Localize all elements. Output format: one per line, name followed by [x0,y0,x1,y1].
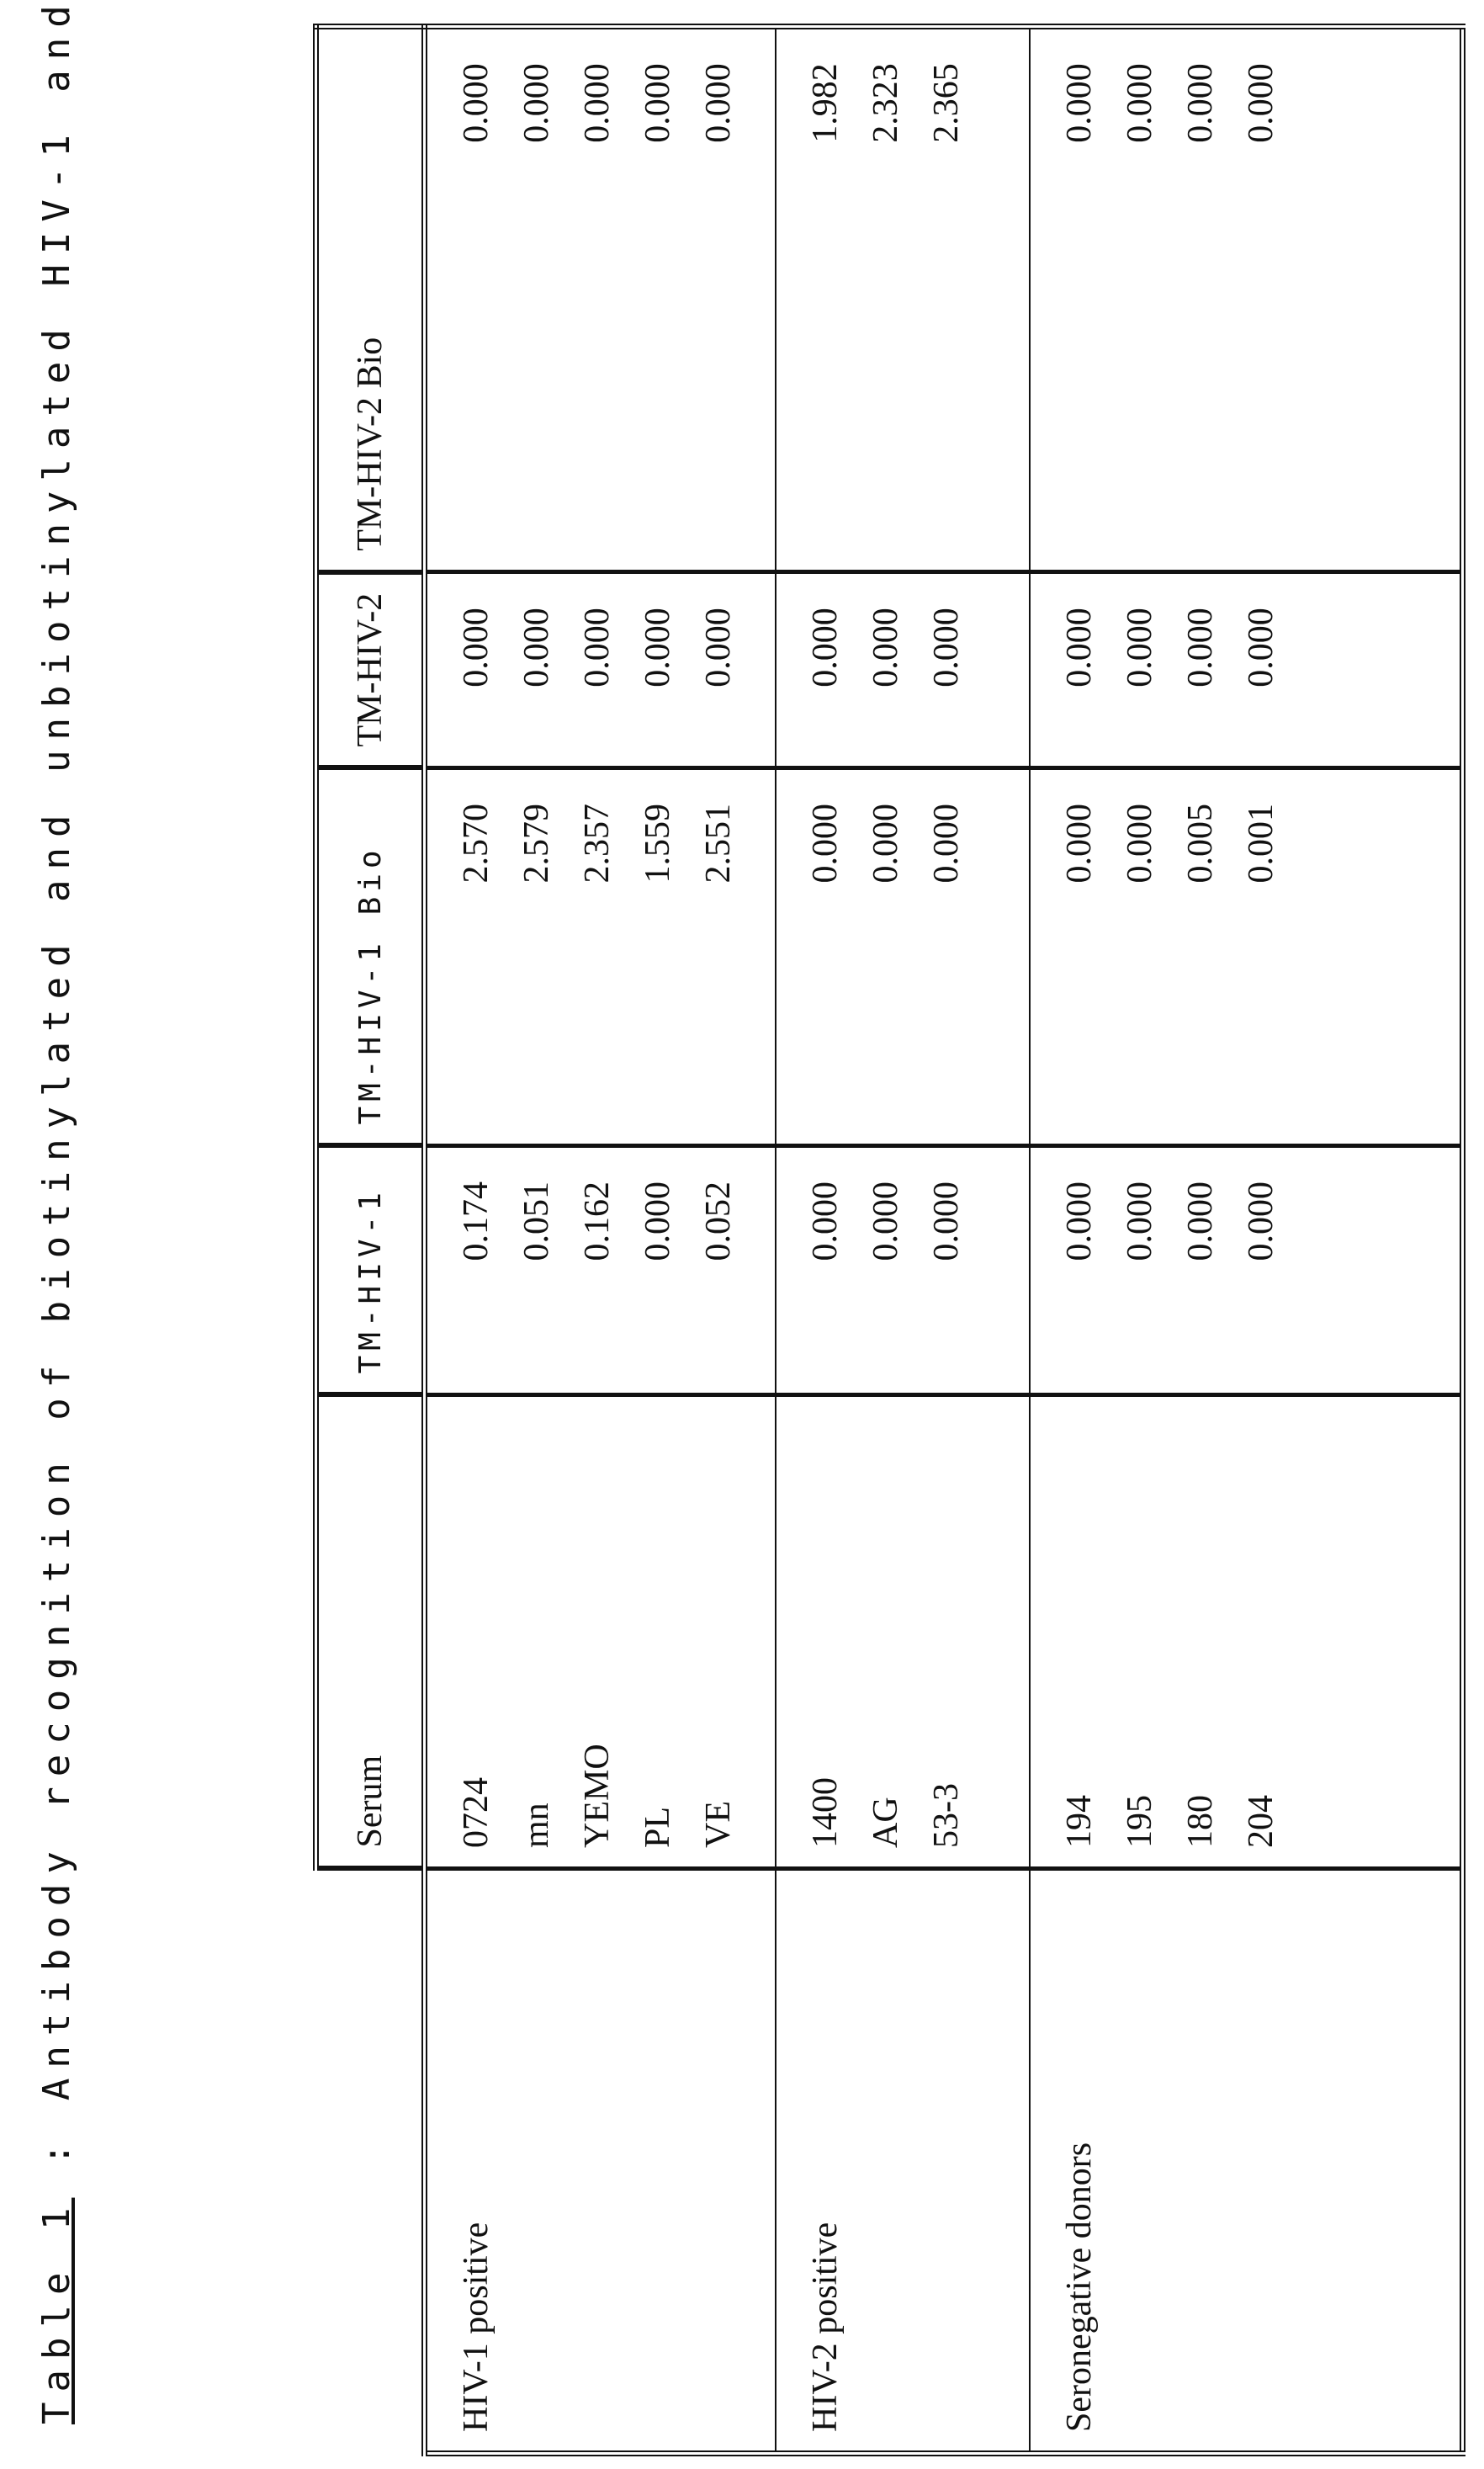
value-cell: 0.000 [1110,27,1170,572]
serum-cell: AG [856,1395,916,1869]
table-caption [35,0,78,2424]
serum-cell: 194 [1030,1395,1110,1869]
value-cell: 0.000 [1170,1146,1231,1395]
value-cell: 0.000 [1030,1146,1110,1395]
value-cell: 0.000 [1231,572,1463,768]
header-tm-hiv-2: TM-HIV-2 [316,572,425,768]
header-tm-hiv-1: TM-HIV-1 [316,1146,425,1395]
value-cell: 0.000 [506,572,567,768]
value-cell: 0.000 [506,27,567,572]
value-cell: 1.982 [776,27,856,572]
table-group [776,27,1030,2454]
value-cell: 2.357 [567,768,628,1146]
table-row [1030,27,1110,2454]
value-cell: 0.000 [1231,1146,1463,1395]
value-cell: 0.000 [916,1146,1030,1395]
value-cell: 2.579 [506,768,567,1146]
value-cell: 0.000 [1110,1146,1170,1395]
header-group [316,1869,425,2454]
value-cell: 0.000 [1231,27,1463,572]
value-cell: 0.000 [688,572,776,768]
value-cell: 0.000 [1110,768,1170,1146]
serum-cell: VE [688,1395,776,1869]
serum-cell: 1400 [776,1395,856,1869]
value-cell: 0.052 [688,1146,776,1395]
header-tm-hiv-2-bio: TM-HIV-2 Bio [316,27,425,572]
serum-cell: 0724 [425,1395,507,1869]
rotated-page [0,0,1484,2469]
value-cell: 0.000 [1030,572,1110,768]
value-cell: 0.000 [567,27,628,572]
value-cell: 0.000 [1030,27,1110,572]
value-cell: 0.000 [1110,572,1170,768]
value-cell: 0.000 [916,768,1030,1146]
value-cell: 0.000 [776,572,856,768]
serum-cell: 204 [1231,1395,1463,1869]
value-cell: 0.000 [856,572,916,768]
group-label: HIV-2 positive [776,1869,1030,2454]
value-cell: 0.000 [856,1146,916,1395]
header-tm-hiv-1-bio: TM-HIV-1 Bio [316,768,425,1146]
serum-cell: YEMO [567,1395,628,1869]
header-row [316,27,425,2454]
serum-cell: PL [628,1395,688,1869]
group-label: Seronegative donors [1030,1869,1463,2454]
value-cell: 0.000 [425,27,507,572]
group-label: HIV-1 positive [425,1869,776,2454]
value-cell: 0.000 [628,572,688,768]
value-cell: 0.000 [567,572,628,768]
value-cell: 0.000 [776,1146,856,1395]
value-cell: 2.551 [688,768,776,1146]
table-number: Table 1 [35,2198,78,2424]
value-cell: 0.000 [1170,572,1231,768]
value-cell: 0.000 [628,27,688,572]
value-cell: 0.000 [688,27,776,572]
value-cell: 1.559 [628,768,688,1146]
value-cell: 0.005 [1170,768,1231,1146]
table-group [1030,27,1463,2454]
serum-cell: mn [506,1395,567,1869]
value-cell: 0.000 [1170,27,1231,572]
table-row [425,27,507,2454]
value-cell: 0.000 [425,572,507,768]
value-cell: 0.000 [776,768,856,1146]
value-cell: 0.000 [916,572,1030,768]
value-cell: 0.000 [1030,768,1110,1146]
value-cell: 2.323 [856,27,916,572]
serum-cell: 180 [1170,1395,1231,1869]
value-cell: 2.365 [916,27,1030,572]
table-row [776,27,856,2454]
serum-cell: 53-3 [916,1395,1030,1869]
value-cell: 0.051 [506,1146,567,1395]
table-title: : Antibody recognition of biotinylated and unbiotinylated HIV-1 and HIV-2 peptides [35,0,78,2198]
value-cell: 2.570 [425,768,507,1146]
results-table [313,24,1465,2456]
value-cell: 0.000 [628,1146,688,1395]
serum-cell: 195 [1110,1395,1170,1869]
value-cell: 0.000 [856,768,916,1146]
table-group [425,27,776,2454]
value-cell: 0.174 [425,1146,507,1395]
value-cell: 0.001 [1231,768,1463,1146]
value-cell: 0.162 [567,1146,628,1395]
header-serum: Serum [316,1395,425,1869]
